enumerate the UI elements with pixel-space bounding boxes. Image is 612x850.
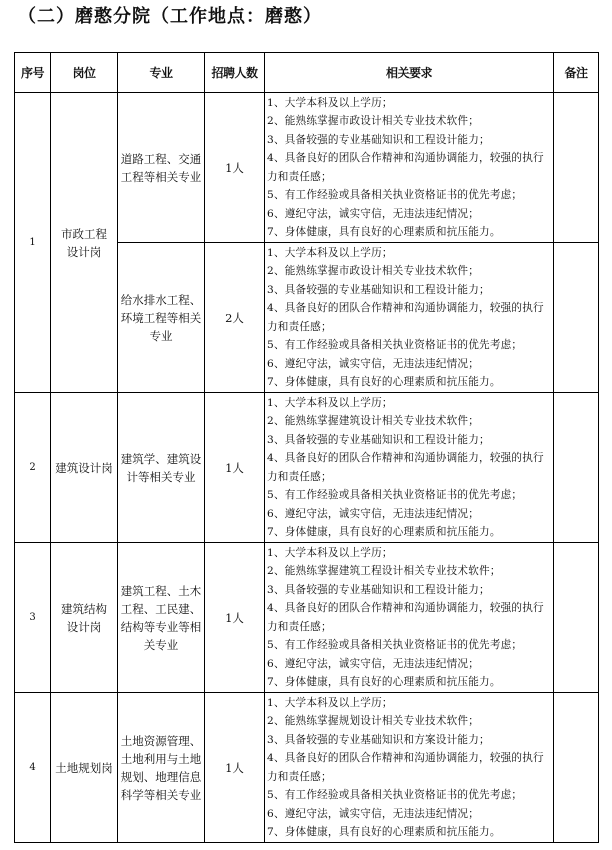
cell-position: 市政工程设计岗 (51, 93, 118, 393)
requirement-item: 3、具备较强的专业基础知识和工程设计能力； (267, 583, 490, 596)
cell-major: 土地资源管理、土地利用与土地规划、地理信息科学等相关专业 (118, 693, 205, 843)
section-title: （二）磨憨分院（工作地点：磨憨） (18, 6, 322, 27)
requirement-item: 4、具备良好的团队合作精神和沟通协调能力，较强的执行力和责任感； (267, 602, 544, 633)
cell-count: 1人 (205, 693, 265, 843)
cell-seq: 3 (15, 543, 51, 693)
requirement-item: 5、有工作经验或具备相关执业资格证书的优先考虑； (267, 189, 523, 201)
requirement-item: 3、具备较强的专业基础知识和工程设计能力； (267, 433, 490, 446)
cell-requirements (265, 93, 554, 243)
header-remarks: 备注 (554, 53, 599, 93)
cell-seq: 1 (15, 93, 51, 393)
cell-count: 1人 (205, 93, 265, 243)
cell-count: 1人 (205, 393, 265, 543)
recruitment-table (14, 52, 599, 843)
cell-position: 建筑设计岗 (51, 393, 118, 543)
cell-major: 道路工程、交通工程等相关专业 (118, 93, 205, 243)
requirement-item: 2、能熟练掌握市政设计相关专业技术软件； (267, 265, 480, 277)
cell-remarks (554, 543, 599, 693)
cell-remarks (554, 243, 599, 393)
requirement-item: 1、大学本科及以上学历； (267, 96, 393, 109)
header-seq: 序号 (15, 53, 51, 93)
cell-major: 建筑工程、土木工程、工民建、结构等专业等相关专业 (118, 543, 205, 693)
requirement-item: 1、大学本科及以上学历； (267, 696, 393, 709)
requirement-item: 2、能熟练掌握建筑设计相关专业技术软件； (267, 415, 480, 427)
table-row (15, 693, 599, 843)
cell-remarks (554, 93, 599, 243)
requirement-item: 7、身体健康，具有良好的心理素质和抗压能力。 (267, 526, 501, 538)
requirement-item: 3、具备较强的专业基础知识和方案设计能力； (267, 733, 490, 746)
requirement-item: 5、有工作经验或具备相关执业资格证书的优先考虑； (267, 339, 523, 351)
table-header-row (15, 53, 599, 93)
cell-requirements (265, 243, 554, 393)
cell-major: 给水排水工程、环境工程等相关专业 (118, 243, 205, 393)
requirement-item: 6、遵纪守法，诚实守信，无违法违纪情况； (267, 357, 480, 370)
requirement-item: 4、具备良好的团队合作精神和沟通协调能力，较强的执行力和责任感； (267, 452, 544, 483)
table-row (15, 543, 599, 693)
requirement-item: 4、具备良好的团队合作精神和沟通协调能力，较强的执行力和责任感； (267, 752, 544, 783)
requirement-item: 5、有工作经验或具备相关执业资格证书的优先考虑； (267, 639, 523, 651)
header-requirements: 相关要求 (265, 53, 554, 93)
requirement-item: 4、具备良好的团队合作精神和沟通协调能力，较强的执行力和责任感； (267, 152, 544, 183)
cell-requirements (265, 393, 554, 543)
cell-major: 建筑学、建筑设计等相关专业 (118, 393, 205, 543)
requirement-item: 3、具备较强的专业基础知识和工程设计能力； (267, 133, 490, 146)
header-major: 专业 (118, 53, 205, 93)
requirement-item: 1、大学本科及以上学历； (267, 396, 393, 409)
requirement-item: 2、能熟练掌握建筑工程设计相关专业技术软件； (267, 565, 501, 577)
table-row (15, 93, 599, 243)
cell-requirements (265, 543, 554, 693)
cell-position: 建筑结构设计岗 (51, 543, 118, 693)
requirement-item: 7、身体健康，具有良好的心理素质和抗压能力。 (267, 826, 501, 838)
cell-position: 土地规划岗 (51, 693, 118, 843)
requirement-item: 5、有工作经验或具备相关执业资格证书的优先考虑； (267, 489, 523, 501)
requirement-item: 6、遵纪守法，诚实守信，无违法违纪情况； (267, 807, 480, 820)
requirement-item: 7、身体健康，具有良好的心理素质和抗压能力。 (267, 676, 501, 688)
requirement-item: 2、能熟练掌握规划设计相关专业技术软件； (267, 715, 480, 727)
requirement-item: 7、身体健康，具有良好的心理素质和抗压能力。 (267, 226, 501, 238)
requirement-item: 2、能熟练掌握市政设计相关专业技术软件； (267, 115, 480, 127)
cell-remarks (554, 693, 599, 843)
cell-count: 2人 (205, 243, 265, 393)
table-row (15, 393, 599, 543)
cell-seq: 2 (15, 393, 51, 543)
requirement-item: 3、具备较强的专业基础知识和工程设计能力； (267, 283, 490, 296)
requirement-item: 4、具备良好的团队合作精神和沟通协调能力，较强的执行力和责任感； (267, 302, 544, 333)
requirement-item: 1、大学本科及以上学历； (267, 546, 393, 559)
requirement-item: 6、遵纪守法，诚实守信，无违法违纪情况； (267, 507, 480, 520)
requirement-item: 5、有工作经验或具备相关执业资格证书的优先考虑； (267, 789, 523, 801)
cell-count: 1人 (205, 543, 265, 693)
requirement-item: 6、遵纪守法，诚实守信，无违法违纪情况； (267, 207, 480, 220)
requirement-item: 6、遵纪守法，诚实守信，无违法违纪情况； (267, 657, 480, 670)
cell-remarks (554, 393, 599, 543)
cell-requirements (265, 693, 554, 843)
header-position: 岗位 (51, 53, 118, 93)
header-count: 招聘人数 (205, 53, 265, 93)
requirement-item: 7、身体健康，具有良好的心理素质和抗压能力。 (267, 376, 501, 388)
cell-seq: 4 (15, 693, 51, 843)
requirement-item: 1、大学本科及以上学历； (267, 246, 393, 259)
